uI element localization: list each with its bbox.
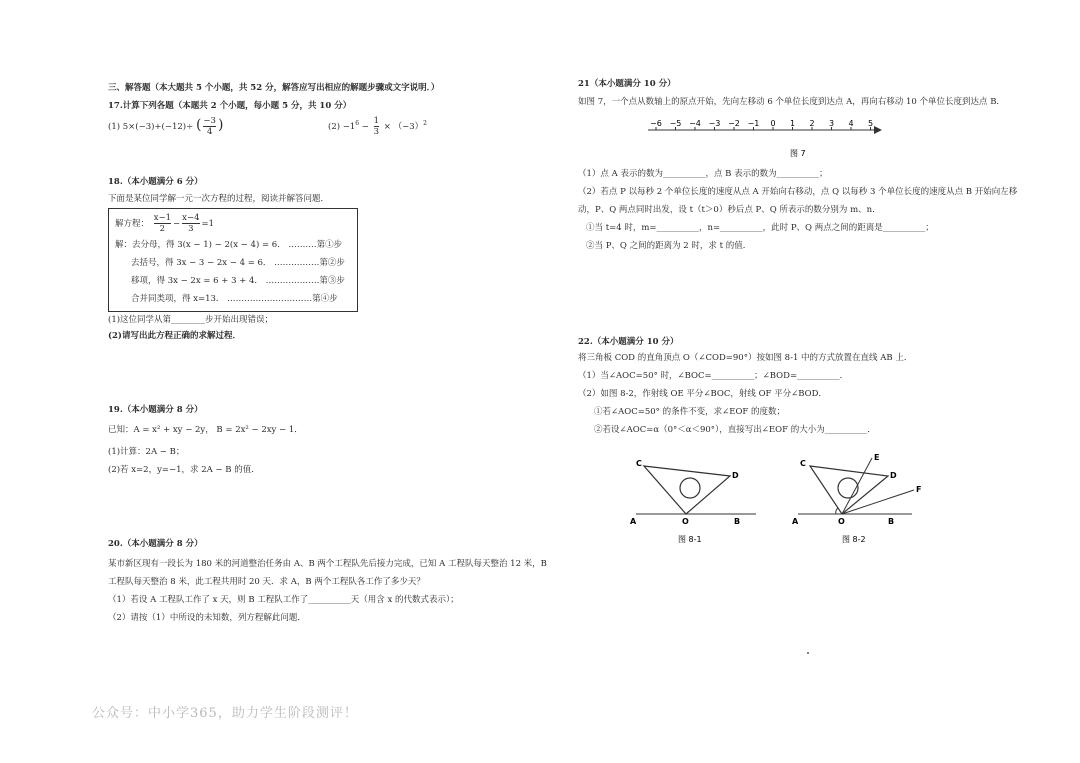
watermark: 公众号：中小学365，助力学生阶段测评！ bbox=[92, 706, 358, 721]
q21-title: 21（本小题满分 10 分） bbox=[578, 79, 676, 89]
q18-step-1: 解：去分母，得 3(x − 1) − 2(x − 4) = 6． ……….第①步 bbox=[115, 240, 343, 250]
svg-text:O: O bbox=[838, 517, 845, 526]
q19-title: 19.（本小题满分 8 分） bbox=[108, 405, 203, 415]
q20-title: 20.（本小题满分 8 分） bbox=[108, 539, 203, 549]
svg-text:A: A bbox=[630, 517, 637, 526]
number-line-tick-label: −3 bbox=[708, 119, 721, 128]
q21-ask-2b: 动，P、Q 两点同时出发，设 t（t＞0）秒后点 P、Q 所表示的数分别为 m、n． bbox=[578, 205, 881, 215]
q18-title: 18.（本小题满分 6 分） bbox=[108, 177, 203, 187]
q18-ask-1: (1)这位同学从第________步开始出现错误； bbox=[108, 315, 274, 325]
svg-text:D: D bbox=[732, 471, 739, 480]
q22-title: 22.（本小题满分 10 分） bbox=[578, 337, 679, 347]
triangle-hole-2 bbox=[838, 478, 858, 498]
stray-mark bbox=[807, 652, 809, 654]
number-line-tick-label: 3 bbox=[828, 119, 835, 128]
q21-body: 如图 7，一个点从数轴上的原点开始，先向左移动 6 个单位长度到达点 A，再向右移动 10 个单位长度到达点 B． bbox=[578, 97, 1005, 107]
q18-intro: 下面是某位同学解一元一次方程的过程，阅读并解答问题． bbox=[108, 194, 330, 204]
q20-ask-1: （1）若设 A 工程队工作了 x 天，则 B 工程队工作了__________天（用含 x 的代数式表示）； bbox=[108, 595, 459, 605]
number-line-tick-label: −5 bbox=[669, 119, 682, 128]
number-line-tick-label: −2 bbox=[728, 119, 740, 128]
angle-arc bbox=[836, 508, 838, 514]
q17-title: 17.计算下列各题（本题共 2 个小题，每小题 5 分，共 10 分） bbox=[108, 101, 352, 111]
number-line-tick-label: 1 bbox=[789, 119, 796, 128]
q17-fraction-1: $\frac{-3}{4}$ bbox=[203, 116, 216, 137]
svg-text:C: C bbox=[800, 459, 806, 468]
q19-given: 已知：A = x² + xy − 2y， B = 2x² − 2xy − 1． bbox=[108, 425, 303, 435]
q21-sub-2: ②当 P、Q 之间的距离为 2 时，求 t 的值． bbox=[586, 241, 752, 251]
figure-8-1 bbox=[628, 456, 768, 556]
number-line-tick-label: 5 bbox=[867, 119, 874, 128]
number-line-tick-label: 0 bbox=[770, 119, 776, 128]
number-line-tick-label: 4 bbox=[848, 119, 854, 128]
q18-ask-2: (2)请写出此方程正确的求解过程． bbox=[108, 331, 241, 341]
svg-text:C: C bbox=[636, 459, 642, 468]
q18-step-3: 移项，得 3x − 2x = 6 + 3 + 4． ……………….第③步 bbox=[131, 276, 345, 286]
number-line-caption: 图 7 bbox=[790, 149, 806, 158]
svg-text:D: D bbox=[890, 471, 897, 480]
q20-body-1: 某市新区现有一段长为 180 米的河道整治任务由 A、B 两个工程队先后接力完成，已知 A 工程队每天整治 12 米，B bbox=[108, 559, 547, 569]
q22-ask-2: （2）如图 8-2，作射线 OE 平分∠BOC，射线 OF 平分∠BOD． bbox=[578, 389, 827, 399]
q21-ask-2a: （2）若点 P 以每秒 2 个单位长度的速度从点 A 开始向右移动，点 Q 以每秒 3 个单位长度的速度从点 B 开始向左移 bbox=[578, 187, 1018, 197]
svg-text:F: F bbox=[916, 485, 922, 494]
q18-step-2: 去括号，得 3x − 3 − 2x − 4 = 6． …………….第②步 bbox=[131, 258, 345, 268]
q18-equation: 解方程： $\frac{x-1}{2}$ − $\frac{x-4}{3}$ =1 bbox=[115, 213, 215, 234]
section-heading: 三、解答题（本大题共 5 个小题，共 52 分，解答应写出相应的解题步骤或文字说明．） bbox=[108, 83, 440, 93]
number-line-tick-label: −1 bbox=[747, 119, 760, 128]
q19-ask-1: (1)计算：2A − B； bbox=[108, 447, 185, 457]
q17-part2: $(2) -1^6$ − $\frac{1}{3}$ × $(-3)^2$ bbox=[328, 116, 427, 137]
figure-8-2-caption: 图 8-2 bbox=[842, 535, 866, 544]
q21-sub-1: ①当 t=4 时，m=__________，n=__________，此时 P、Q 两点之间的距离是__________； bbox=[586, 223, 934, 233]
number-line-arrow bbox=[874, 126, 882, 134]
triangle-hole-1 bbox=[680, 478, 700, 498]
q22-ask-1: （1）当∠AOC=50° 时，∠BOC=__________；∠BOD=__________． bbox=[578, 371, 849, 381]
triangle-cod-1 bbox=[644, 466, 730, 514]
figure-8-2 bbox=[792, 452, 942, 552]
svg-text:B: B bbox=[734, 517, 741, 526]
q17-fraction-2: $\frac{1}{3}$ bbox=[373, 116, 380, 137]
q22-sub-2: ②若设∠AOC=α（0°＜α＜90°），直接写出∠EOF 的大小为__________． bbox=[594, 425, 876, 435]
q20-body-2: 工程队每天整治 8 米，此工程共用时 20 天．求 A，B 两个工程队各工作了多少天？ bbox=[108, 577, 425, 587]
q19-ask-2: (2)若 x=2，y=−1，求 2A − B 的值． bbox=[108, 465, 260, 475]
number-line-ticks bbox=[650, 119, 873, 130]
svg-text:B: B bbox=[888, 517, 895, 526]
svg-text:E: E bbox=[874, 453, 880, 462]
svg-text:A: A bbox=[792, 517, 799, 526]
number-line-figure bbox=[638, 116, 938, 160]
q22-body: 将三角板 COD 的直角顶点 O（∠COD=90°）按如图 8-1 中的方式放置在直线 AB 上． bbox=[578, 353, 913, 363]
number-line-tick-label: −6 bbox=[650, 119, 662, 128]
q18-step-4: 合并同类项，得 x=13． …………………………第④步 bbox=[131, 294, 338, 304]
triangle-cod-2 bbox=[810, 466, 888, 514]
q18-solution-box bbox=[108, 208, 358, 312]
figure-8-1-caption: 图 8-1 bbox=[678, 535, 702, 544]
q20-ask-2: （2）请按（1）中所设的未知数，列方程解此问题． bbox=[108, 613, 306, 623]
number-line-tick-label: 2 bbox=[809, 119, 815, 128]
q17-part1: (1) 5×(−3)+(−12)÷ ( $\frac{-3}{4}$ ) bbox=[108, 116, 224, 137]
q22-sub-1: ①若∠AOC=50° 的条件不变，求∠EOF 的度数； bbox=[594, 407, 786, 417]
q21-ask-1: （1）点 A 表示的数为__________，点 B 表示的数为__________； bbox=[578, 169, 828, 179]
number-line-tick-label: −4 bbox=[689, 119, 701, 128]
svg-text:O: O bbox=[682, 517, 689, 526]
